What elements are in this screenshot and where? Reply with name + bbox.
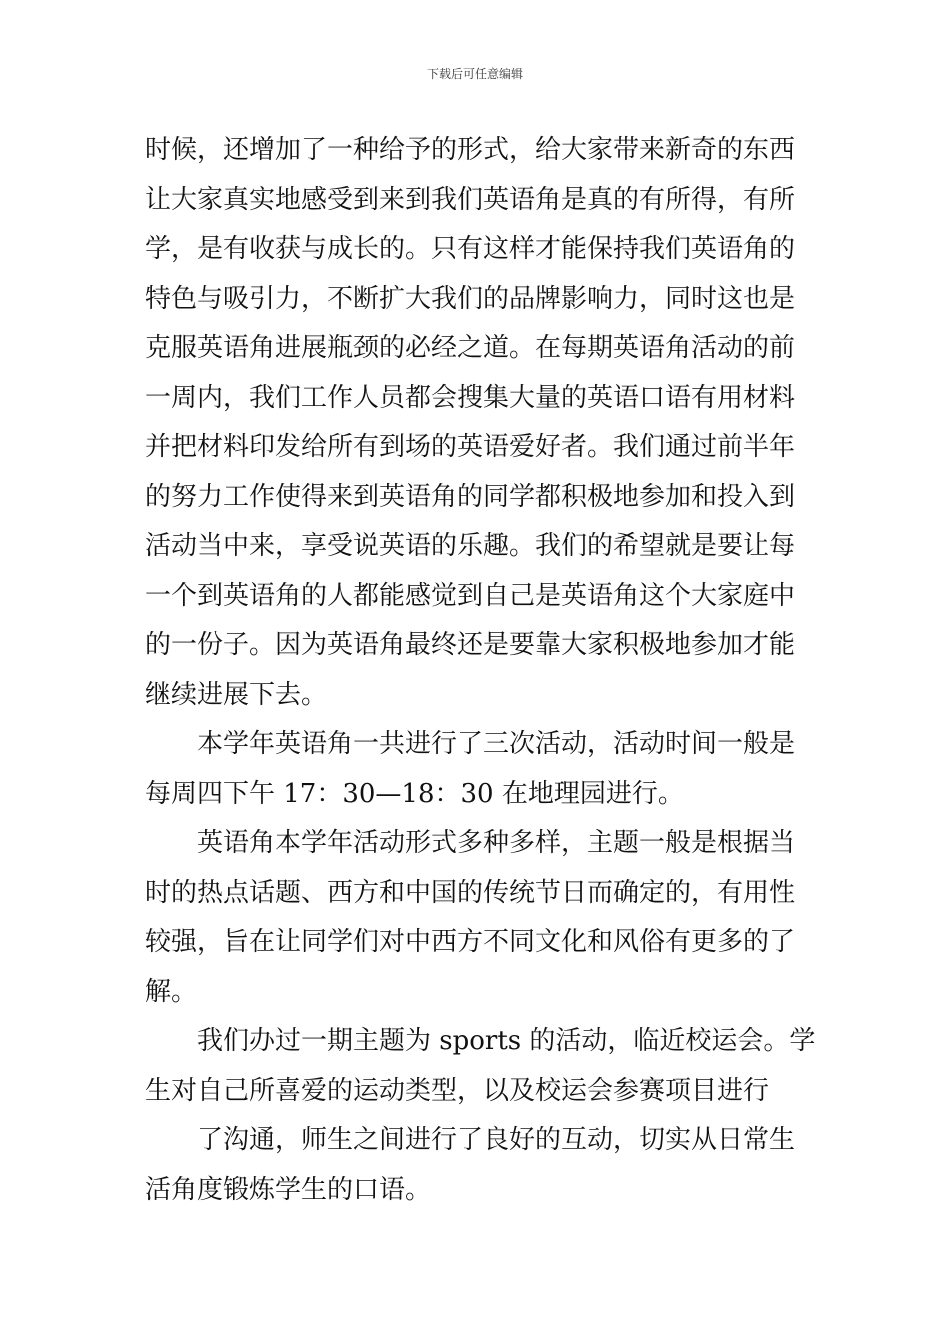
text-line: 较强，旨在让同学们对中西方不同文化和风俗有更多的了 (145, 927, 796, 957)
text-line: 让大家真实地感受到来到我们英语角是真的有所得，有所 (145, 184, 796, 215)
text-line: 时候，还增加了一种给予的形式，给大家带来新奇的东西 (145, 135, 796, 165)
text-line: 英语角本学年活动形式多种多样，主题一般是根据当 (197, 828, 796, 858)
text-line: 活动当中来，享受说英语的乐趣。我们的希望就是要让每 (145, 531, 796, 561)
text-line: 了沟通，师生之间进行了良好的互动，切实从日常生 (197, 1125, 796, 1155)
text-line: 的努力工作使得来到英语角的同学都积极地参加和投入到 (145, 481, 796, 512)
text-line: 本学年英语角一共进行了三次活动，活动时间一般是 (197, 729, 796, 759)
text-line: 解。 (145, 976, 198, 1007)
text-line: 的一份子。因为英语角最终还是要靠大家积极地参加才能 (145, 630, 796, 660)
text-line: 生对自己所喜爱的运动类型，以及校运会参赛项目进行 (145, 1075, 770, 1106)
paragraph-4 (145, 1017, 825, 1116)
paragraph-5 (145, 1116, 825, 1215)
text-line: 并把材料印发给所有到场的英语爱好者。我们通过前半年 (145, 432, 796, 462)
text-line: 特色与吸引力，不断扩大我们的品牌影响力，同时这也是 (145, 283, 796, 314)
text-line: 一个到英语角的人都能感觉到自己是英语角这个大家庭中 (145, 580, 796, 611)
text-line: 时的热点话题、西方和中国的传统节日而确定的，有用性 (145, 877, 796, 908)
text-line: 每周四下午 17：30—18：30 在地理园进行。 (145, 778, 684, 809)
text-line: 活角度锻炼学生的口语。 (145, 1174, 432, 1205)
text-line: 我们办过一期主题为 sports 的活动，临近校运会。学 (197, 1026, 816, 1056)
paragraph-1 (145, 126, 825, 720)
page-header: 下载后可任意编辑 (426, 67, 523, 81)
paragraph-2 (145, 720, 825, 819)
text-line: 学，是有收获与成长的。只有这样才能保持我们英语角的 (145, 234, 796, 264)
text-line: 一周内，我们工作人员都会搜集大量的英语口语有用材料 (145, 382, 796, 413)
text-line: 克服英语角进展瓶颈的必经之道。在每期英语角活动的前 (145, 333, 796, 363)
text-line: 继续进展下去。 (145, 679, 328, 710)
paragraph-3 (145, 819, 825, 1017)
document-body (145, 126, 825, 1215)
